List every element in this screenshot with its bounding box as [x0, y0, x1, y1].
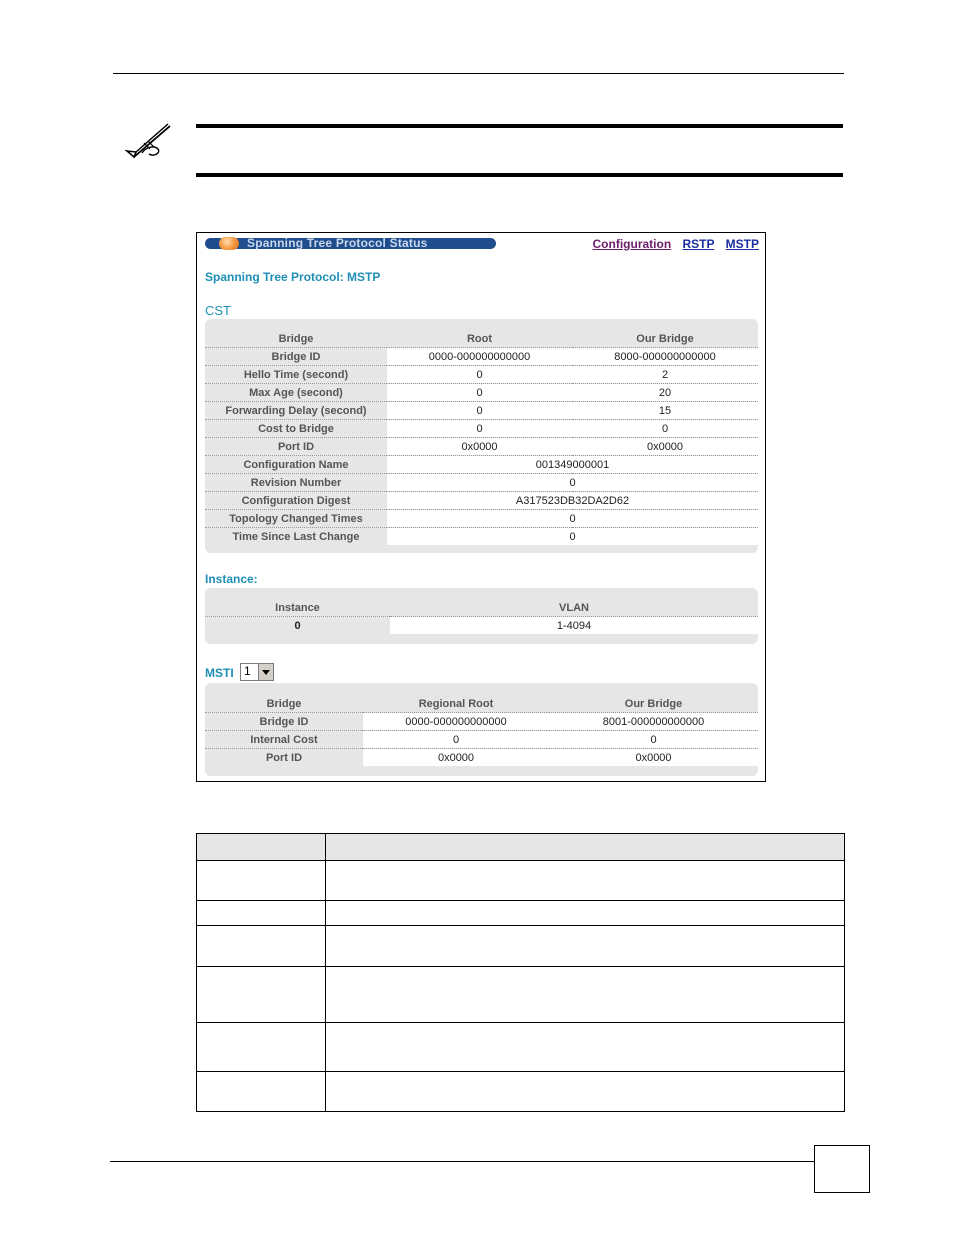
- header-cell: [326, 834, 845, 861]
- table-row: [197, 1023, 845, 1072]
- label-cell: [197, 861, 326, 901]
- description-cell: [326, 967, 845, 1023]
- header-our-bridge: Our Bridge: [572, 330, 758, 348]
- row-value: 0: [387, 510, 758, 528]
- table-header-row: [197, 834, 845, 861]
- our-value: 15: [572, 402, 758, 420]
- description-table: [196, 833, 845, 1112]
- row-label: Hello Time (second): [205, 366, 387, 384]
- row-label: Configuration Name: [205, 456, 387, 474]
- title-bar: [205, 238, 496, 249]
- top-links: [585, 237, 759, 251]
- table-row: [205, 420, 758, 438]
- row-value: 0: [387, 474, 758, 492]
- instance-heading: Instance:: [205, 572, 258, 586]
- our-value: 2: [572, 366, 758, 384]
- orange-ball-icon: [219, 237, 239, 250]
- table-header-row: [205, 695, 758, 713]
- msti-label: MSTI: [205, 666, 234, 680]
- table-row: [205, 731, 758, 749]
- label-cell: [197, 901, 326, 926]
- header-root: Root: [387, 330, 572, 348]
- table-row: [205, 749, 758, 767]
- row-label: Revision Number: [205, 474, 387, 492]
- note-top-bar: [196, 124, 843, 128]
- row-value: 0: [387, 528, 758, 546]
- rstp-link[interactable]: RSTP: [682, 237, 715, 251]
- root-value: 0000-000000000000: [387, 348, 572, 366]
- table-row: [197, 926, 845, 967]
- vlan-value: 1-4094: [390, 617, 758, 635]
- root-value: 0: [387, 384, 572, 402]
- table-row: [205, 617, 758, 635]
- msti-selected-value: 1: [244, 664, 251, 678]
- table-row: [197, 901, 845, 926]
- configuration-link[interactable]: Configuration: [592, 237, 672, 251]
- row-label: Bridge ID: [205, 713, 363, 731]
- table-header-row: [205, 330, 758, 348]
- root-value: 0x0000: [363, 749, 549, 767]
- header-cell: [197, 834, 326, 861]
- description-cell: [326, 926, 845, 967]
- row-label: Port ID: [205, 438, 387, 456]
- table-row: [205, 456, 758, 474]
- header-rule: [113, 73, 844, 74]
- row-label: Bridge ID: [205, 348, 387, 366]
- msti-select[interactable]: [240, 663, 274, 681]
- title-text: Spanning Tree Protocol Status: [247, 236, 428, 250]
- table-row: [205, 474, 758, 492]
- header-vlan: VLAN: [390, 599, 758, 617]
- row-label: Forwarding Delay (second): [205, 402, 387, 420]
- instance-value: 0: [205, 617, 390, 635]
- row-value: A317523DB32DA2D62: [387, 492, 758, 510]
- header-bridge: Bridge: [205, 695, 363, 713]
- header-our-bridge: Our Bridge: [549, 695, 758, 713]
- our-value: 0x0000: [572, 438, 758, 456]
- label-cell: [197, 1023, 326, 1072]
- root-value: 0: [387, 366, 572, 384]
- note-pen-icon: [124, 123, 174, 163]
- msti-table: [205, 695, 758, 766]
- root-value: 0: [363, 731, 549, 749]
- our-value: 0: [549, 731, 758, 749]
- our-value: 8000-000000000000: [572, 348, 758, 366]
- table-row: [205, 384, 758, 402]
- our-value: 20: [572, 384, 758, 402]
- dropdown-arrow-icon[interactable]: [258, 664, 273, 680]
- footer-rule: [110, 1161, 814, 1162]
- stp-status-screenshot: [196, 232, 766, 782]
- header-regional-root: Regional Root: [363, 695, 549, 713]
- cst-heading: CST: [205, 303, 231, 318]
- table-row: [197, 861, 845, 901]
- row-label: Port ID: [205, 749, 363, 767]
- page-number-box: [814, 1145, 870, 1193]
- table-row: [205, 528, 758, 546]
- protocol-heading: Spanning Tree Protocol: MSTP: [205, 270, 381, 284]
- description-cell: [326, 1072, 845, 1112]
- root-value: 0x0000: [387, 438, 572, 456]
- description-cell: [326, 861, 845, 901]
- table-row: [205, 713, 758, 731]
- description-cell: [326, 901, 845, 926]
- table-row: [205, 492, 758, 510]
- row-label: Max Age (second): [205, 384, 387, 402]
- instance-table: [205, 599, 758, 634]
- mstp-link[interactable]: MSTP: [725, 237, 759, 251]
- table-row: [205, 348, 758, 366]
- our-value: 0x0000: [549, 749, 758, 767]
- row-value: 001349000001: [387, 456, 758, 474]
- our-value: 8001-000000000000: [549, 713, 758, 731]
- row-label: Cost to Bridge: [205, 420, 387, 438]
- table-row: [205, 402, 758, 420]
- row-label: Configuration Digest: [205, 492, 387, 510]
- note-bottom-bar: [196, 173, 843, 177]
- label-cell: [197, 926, 326, 967]
- table-row: [205, 438, 758, 456]
- root-value: 0: [387, 420, 572, 438]
- row-label: Internal Cost: [205, 731, 363, 749]
- table-row: [205, 366, 758, 384]
- table-row: [197, 967, 845, 1023]
- row-label: Time Since Last Change: [205, 528, 387, 546]
- our-value: 0: [572, 420, 758, 438]
- table-row: [197, 1072, 845, 1112]
- root-value: 0000-000000000000: [363, 713, 549, 731]
- table-row: [205, 510, 758, 528]
- root-value: 0: [387, 402, 572, 420]
- header-bridge: Bridge: [205, 330, 387, 348]
- description-cell: [326, 1023, 845, 1072]
- label-cell: [197, 967, 326, 1023]
- row-label: Topology Changed Times: [205, 510, 387, 528]
- table-header-row: [205, 599, 758, 617]
- label-cell: [197, 1072, 326, 1112]
- header-instance: Instance: [205, 599, 390, 617]
- cst-table: [205, 330, 758, 545]
